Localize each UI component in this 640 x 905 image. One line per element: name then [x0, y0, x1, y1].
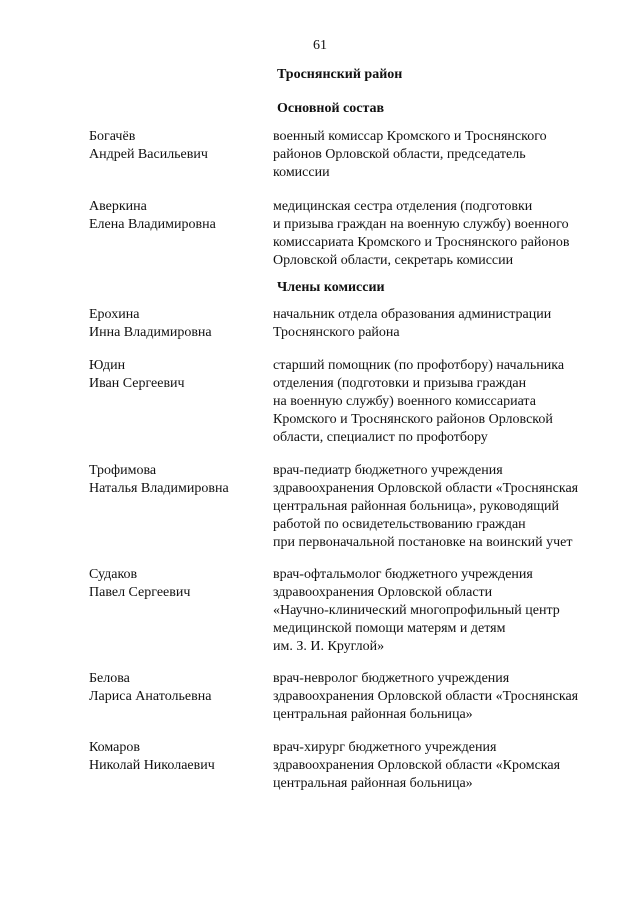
member-surname: Трофимова — [89, 463, 157, 478]
member-name — [89, 357, 269, 393]
member-given-name: Елена Владимировна — [89, 217, 216, 232]
member-surname: Судаков — [89, 567, 138, 582]
page-number: 61 — [313, 38, 327, 53]
member-surname: Юдин — [89, 358, 126, 373]
member-given-name: Андрей Васильевич — [89, 147, 208, 162]
member-given-name: Инна Владимировна — [89, 325, 212, 340]
member-position: медицинская сестра отделения (подготовки и призыва граждан на военную службу) военного комиссариата Кромского и Троснянского районов Орловской области, секретарь комиссии — [273, 199, 570, 268]
member-name — [89, 670, 269, 706]
members-heading: Члены комиссии — [277, 280, 385, 295]
member-name — [89, 462, 269, 498]
member-given-name: Николай Николаевич — [89, 758, 215, 773]
member-surname: Богачёв — [89, 129, 136, 144]
member-position: врач-хирург бюджетного учреждения здравоохранения Орловской области «Кромская центральная районная больница» — [273, 740, 561, 791]
district-title: Троснянский район — [277, 67, 403, 82]
member-position: старший помощник (по профотбору) начальника отделения (подготовки и призыва граждан на военную службу) военного комиссариата Кромского и Троснянского районов Орловской области, специалист по профотбору — [273, 358, 565, 445]
member-name — [89, 566, 269, 602]
main-composition-heading: Основной состав — [277, 101, 385, 116]
member-position: врач-невролог бюджетного учреждения здравоохранения Орловской области «Троснянская центральная районная больница» — [273, 671, 579, 722]
member-surname: Ерохина — [89, 307, 140, 322]
member-given-name: Наталья Владимировна — [89, 481, 229, 496]
member-position: начальник отдела образования администрации Троснянского района — [273, 307, 552, 340]
member-name — [89, 128, 269, 164]
member-position: военный комиссар Кромского и Троснянского районов Орловской области, председатель комиссии — [273, 129, 547, 180]
member-given-name: Лариса Анатольевна — [89, 689, 212, 704]
member-position: врач-офтальмолог бюджетного учреждения здравоохранения Орловской области «Научно-клинический многопрофильный центр медицинской помощи матерям и детям им. З. И. Круглой» — [273, 567, 560, 654]
member-given-name: Иван Сергеевич — [89, 376, 185, 391]
member-name — [89, 198, 269, 234]
member-surname: Комаров — [89, 740, 140, 755]
member-name — [89, 306, 269, 342]
member-position: врач-педиатр бюджетного учреждения здравоохранения Орловской области «Троснянская центральная районная больница», руководящий работой по освидетельствованию граждан при первоначальной постановке на воинский учет — [273, 463, 579, 550]
member-surname: Аверкина — [89, 199, 147, 214]
member-name — [89, 739, 269, 775]
member-surname: Белова — [89, 671, 130, 686]
member-given-name: Павел Сергеевич — [89, 585, 191, 600]
